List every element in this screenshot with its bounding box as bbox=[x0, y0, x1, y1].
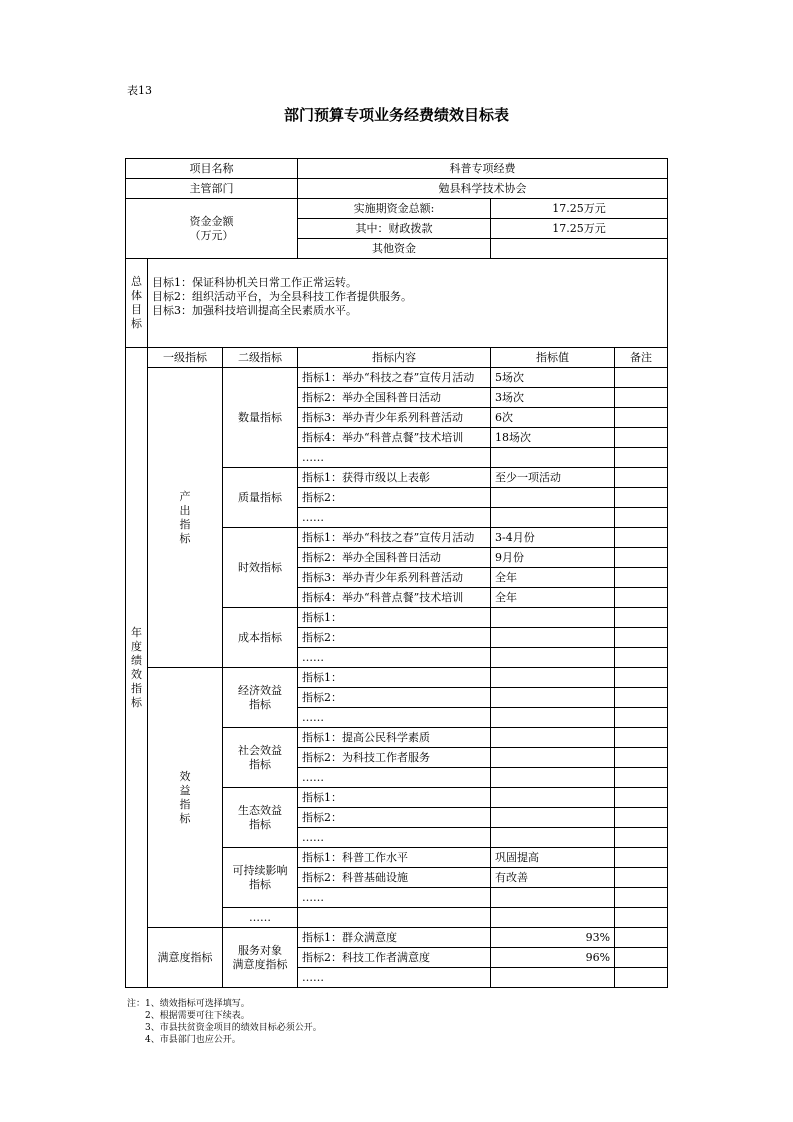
indicator-content: 指标1：举办“科技之春”宣传月活动 bbox=[298, 528, 491, 548]
social-benefit-indicator: 社会效益 指标 bbox=[223, 728, 298, 788]
fiscal-funds-label: 其中：财政拨款 bbox=[298, 219, 491, 239]
indicator-remark bbox=[615, 448, 668, 468]
col-header-value: 指标值 bbox=[491, 348, 615, 368]
indicator-content: …… bbox=[298, 768, 491, 788]
indicator-remark bbox=[615, 528, 668, 548]
indicator-content: 指标1：获得市级以上表彰 bbox=[298, 468, 491, 488]
indicator-value: 有改善 bbox=[491, 868, 615, 888]
indicator-content: 指标2：举办全国科普日活动 bbox=[298, 388, 491, 408]
project-name-label: 项目名称 bbox=[126, 159, 298, 179]
indicator-content: 指标3：举办青少年系列科普活动 bbox=[298, 568, 491, 588]
indicator-content: …… bbox=[298, 888, 491, 908]
indicator-value bbox=[491, 828, 615, 848]
satisfaction-indicator-label: 满意度指标 bbox=[148, 928, 223, 988]
indicator-content: 指标2： bbox=[298, 688, 491, 708]
indicator-remark bbox=[615, 908, 668, 928]
indicator-value: 6次 bbox=[491, 408, 615, 428]
note-2: 2、根据需要可往下续表。 bbox=[145, 1011, 250, 1021]
goal-2: 目标2：组织活动平台，为全县科技工作者提供服务。 bbox=[152, 290, 412, 303]
indicator-remark bbox=[615, 808, 668, 828]
other-funds-value bbox=[491, 239, 668, 259]
total-funds-label: 实施期资金总额: bbox=[298, 199, 491, 219]
indicator-content: 指标1：科普工作水平 bbox=[298, 848, 491, 868]
indicator-value: 96% bbox=[491, 948, 615, 968]
indicator-remark bbox=[615, 568, 668, 588]
col-header-level1: 一级指标 bbox=[148, 348, 223, 368]
indicator-content: 指标1：举办“科技之春”宣传月活动 bbox=[298, 368, 491, 388]
indicator-remark bbox=[615, 608, 668, 628]
indicator-value bbox=[491, 788, 615, 808]
more-indicator: …… bbox=[223, 908, 298, 928]
indicator-value: 全年 bbox=[491, 588, 615, 608]
indicator-content: 指标2：为科技工作者服务 bbox=[298, 748, 491, 768]
indicator-remark bbox=[615, 888, 668, 908]
indicator-value bbox=[491, 508, 615, 528]
indicator-value: 18场次 bbox=[491, 428, 615, 448]
col-header-remark: 备注 bbox=[615, 348, 668, 368]
indicator-remark bbox=[615, 748, 668, 768]
indicator-remark bbox=[615, 868, 668, 888]
page-title: 部门预算专项业务经费绩效目标表 bbox=[283, 106, 509, 124]
indicator-remark bbox=[615, 388, 668, 408]
indicator-content: 指标1： bbox=[298, 668, 491, 688]
indicator-remark bbox=[615, 668, 668, 688]
indicator-content: 指标4：举办“科普点餐”技术培训 bbox=[298, 588, 491, 608]
indicator-value: 9月份 bbox=[491, 548, 615, 568]
indicator-value bbox=[491, 768, 615, 788]
indicator-content: 指标2： bbox=[298, 808, 491, 828]
indicator-content: 指标1： bbox=[298, 608, 491, 628]
indicator-remark bbox=[615, 488, 668, 508]
indicator-remark bbox=[615, 588, 668, 608]
indicator-value bbox=[491, 808, 615, 828]
indicator-content: …… bbox=[298, 968, 491, 988]
total-funds-value: 17.25万元 bbox=[491, 199, 668, 219]
indicator-value: 巩固提高 bbox=[491, 848, 615, 868]
indicator-remark bbox=[615, 968, 668, 988]
indicator-content: …… bbox=[298, 828, 491, 848]
indicator-value bbox=[491, 708, 615, 728]
indicator-content: 指标3：举办青少年系列科普活动 bbox=[298, 408, 491, 428]
indicator-content: 指标2： bbox=[298, 488, 491, 508]
indicator-content: …… bbox=[298, 648, 491, 668]
indicator-content: 指标2： bbox=[298, 628, 491, 648]
table-row bbox=[126, 368, 668, 388]
indicator-value: 3-4月份 bbox=[491, 528, 615, 548]
goal-1: 目标1：保证科协机关日常工作正常运转。 bbox=[152, 276, 357, 289]
quality-indicator: 质量指标 bbox=[223, 468, 298, 528]
indicator-remark bbox=[615, 408, 668, 428]
table-row bbox=[126, 928, 668, 948]
indicator-remark bbox=[615, 688, 668, 708]
goal-3: 目标3：加强科技培训提高全民素质水平。 bbox=[152, 304, 357, 317]
output-indicator-label: 产 出 指 标 bbox=[148, 368, 223, 668]
annual-indicator-label: 年 度 绩 效 指 标 bbox=[126, 348, 148, 988]
indicator-content: 指标1： bbox=[298, 788, 491, 808]
col-header-level2: 二级指标 bbox=[223, 348, 298, 368]
indicator-value: 3场次 bbox=[491, 388, 615, 408]
dept-label: 主管部门 bbox=[126, 179, 298, 199]
funds-label-line2: （万元） bbox=[189, 228, 234, 242]
indicator-remark bbox=[615, 648, 668, 668]
indicator-value bbox=[491, 908, 615, 928]
indicator-value bbox=[491, 488, 615, 508]
indicator-value: 93% bbox=[491, 928, 615, 948]
project-name-value: 科普专项经费 bbox=[298, 159, 668, 179]
indicator-remark bbox=[615, 708, 668, 728]
funds-label bbox=[126, 199, 298, 259]
indicator-remark bbox=[615, 428, 668, 448]
overall-goals bbox=[148, 259, 668, 348]
indicator-content: 指标1：提高公民科学素质 bbox=[298, 728, 491, 748]
fiscal-funds-value: 17.25万元 bbox=[491, 219, 668, 239]
indicator-remark bbox=[615, 548, 668, 568]
table-number: 表13 bbox=[127, 84, 152, 97]
quantity-indicator: 数量指标 bbox=[223, 368, 298, 468]
indicator-content: …… bbox=[298, 508, 491, 528]
indicator-content: …… bbox=[298, 448, 491, 468]
indicator-remark bbox=[615, 788, 668, 808]
footnotes bbox=[127, 998, 322, 1046]
indicator-value: 5场次 bbox=[491, 368, 615, 388]
timeliness-indicator: 时效指标 bbox=[223, 528, 298, 608]
indicator-content bbox=[298, 908, 491, 928]
indicator-value: 全年 bbox=[491, 568, 615, 588]
indicator-value bbox=[491, 888, 615, 908]
service-satisfaction-indicator: 服务对象 满意度指标 bbox=[223, 928, 298, 988]
indicator-remark bbox=[615, 628, 668, 648]
other-funds-label: 其他资金 bbox=[298, 239, 491, 259]
indicator-value bbox=[491, 688, 615, 708]
indicator-remark bbox=[615, 728, 668, 748]
indicator-content: 指标2：科普基础设施 bbox=[298, 868, 491, 888]
indicator-content: 指标4：举办“科普点餐”技术培训 bbox=[298, 428, 491, 448]
indicator-value bbox=[491, 608, 615, 628]
indicator-content: 指标2：科技工作者满意度 bbox=[298, 948, 491, 968]
note-4: 4、市县部门也应公开。 bbox=[145, 1035, 241, 1045]
col-header-content: 指标内容 bbox=[298, 348, 491, 368]
indicator-remark bbox=[615, 828, 668, 848]
table-row bbox=[126, 668, 668, 688]
indicator-remark bbox=[615, 928, 668, 948]
note-3: 3、市县扶贫资金项目的绩效目标必须公开。 bbox=[145, 1023, 322, 1033]
indicator-content: 指标2：举办全国科普日活动 bbox=[298, 548, 491, 568]
indicator-remark bbox=[615, 508, 668, 528]
indicator-value: 至少一项活动 bbox=[491, 468, 615, 488]
economic-benefit-indicator: 经济效益 指标 bbox=[223, 668, 298, 728]
indicator-value bbox=[491, 748, 615, 768]
indicator-remark bbox=[615, 468, 668, 488]
performance-table bbox=[125, 158, 668, 988]
note-1: 注：1、绩效指标可选择填写。 bbox=[127, 999, 250, 1009]
cost-indicator: 成本指标 bbox=[223, 608, 298, 668]
indicator-value bbox=[491, 648, 615, 668]
indicator-value bbox=[491, 628, 615, 648]
indicator-remark bbox=[615, 848, 668, 868]
ecological-benefit-indicator: 生态效益 指标 bbox=[223, 788, 298, 848]
sustainable-impact-indicator: 可持续影响 指标 bbox=[223, 848, 298, 908]
funds-label-line1: 资金金额 bbox=[189, 214, 234, 228]
indicator-value bbox=[491, 968, 615, 988]
indicator-value bbox=[491, 728, 615, 748]
indicator-remark bbox=[615, 368, 668, 388]
indicator-value bbox=[491, 668, 615, 688]
indicator-content: 指标1：群众满意度 bbox=[298, 928, 491, 948]
indicator-value bbox=[491, 448, 615, 468]
dept-value: 勉县科学技术协会 bbox=[298, 179, 668, 199]
benefit-indicator-label: 效 益 指 标 bbox=[148, 668, 223, 928]
indicator-content: …… bbox=[298, 708, 491, 728]
indicator-remark bbox=[615, 948, 668, 968]
indicator-remark bbox=[615, 768, 668, 788]
overall-goal-label: 总 体 目 标 bbox=[126, 259, 148, 348]
